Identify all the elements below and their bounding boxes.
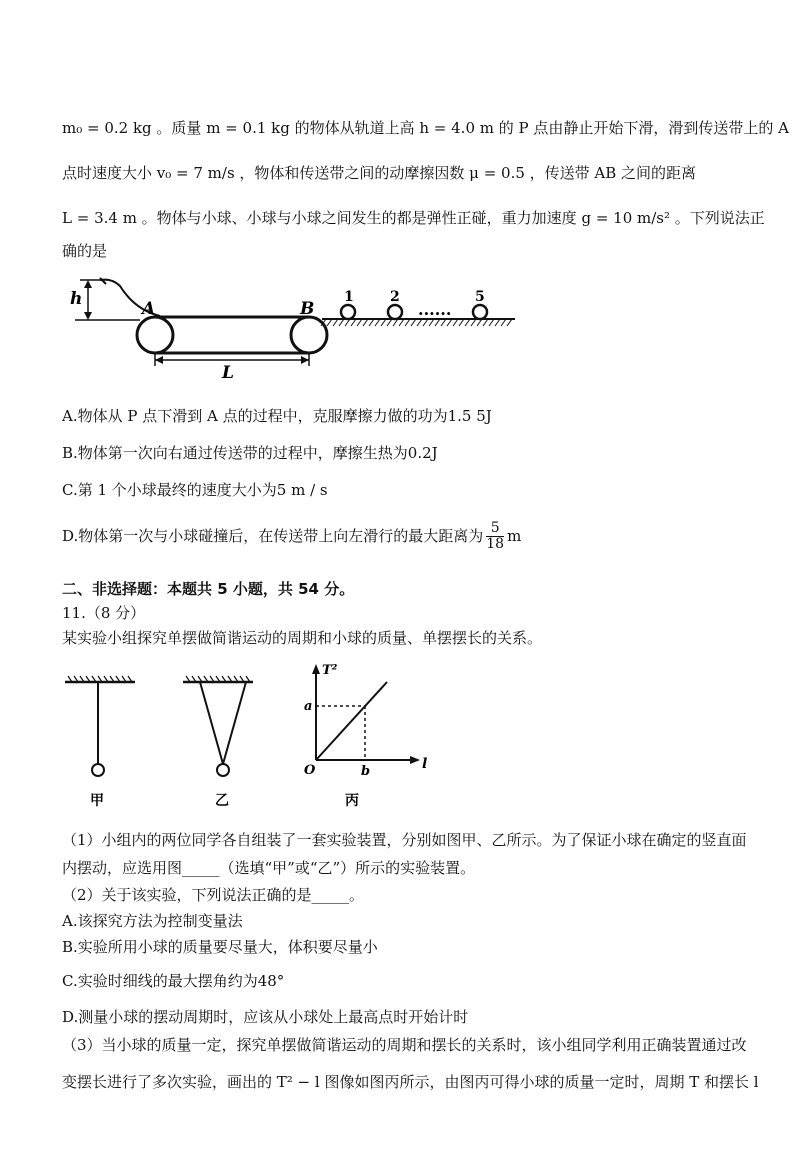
x-axis-arrow [410,756,420,764]
axis-x-label: l [422,756,428,772]
part2-option-c: C.实验时细线的最大摆角约为48° [62,972,285,990]
part1-line-2: 内摆动，应选用图_____（选填“甲”或“乙”）所示的实验装置。 [62,859,476,877]
label-jia: 甲 [90,793,104,809]
label-l: L [222,363,234,383]
height-arrow-head-down [84,312,92,320]
fraction-denominator: 18 [486,536,505,553]
y-axis-arrow [312,664,320,674]
origin-label: O [304,763,316,778]
intro-line-1: m₀ = 0.2 kg 。质量 m = 0.1 kg 的物体从轨道上高 h = 4.0 m 的 P 点由静止开始下滑，滑到传送带上的 A [62,119,789,137]
intro-line-4: 确的是 [62,242,108,260]
height-arrow-head-up [84,280,92,288]
q10-option-d [62,521,521,553]
jia-ball [92,764,104,776]
pulley-a [137,317,173,353]
ball-1 [341,305,355,319]
fraction-numerator: 5 [486,521,504,537]
ball-2-label: 2 [390,289,400,305]
label-h: h [70,289,83,309]
yi-string-left [200,682,223,764]
ball-5 [473,305,487,319]
yi-ball [217,764,229,776]
part2-stem: （2）关于该实验，下列说法正确的是_____。 [62,886,365,904]
conveyor-figure [60,268,520,383]
part2-option-b: B.实验所用小球的质量要尽量大，体积要尽量小 [62,938,378,956]
axis-y-label: T² [322,663,338,678]
yi-string-right [223,682,246,764]
part2-option-a: A.该探究方法为控制变量法 [62,912,243,930]
label-a: A [142,299,156,319]
label-bing: 丙 [345,793,359,809]
tick-a-label: a [304,699,313,714]
part1-line-1: （1）小组内的两位同学各自组装了一套实验装置，分别如图甲、乙所示。为了保证小球在确定的竖直面 [62,831,747,849]
part3-line-1: （3）当小球的质量一定，探究单摆做简谐运动的周期和摆长的关系时，该小组同学利用正确装置通过改 [62,1036,747,1054]
label-b: B [300,299,315,319]
section-heading: 二、非选择题：本题共 5 小题，共 54 分。 [62,580,355,598]
pulley-b [291,317,327,353]
ball-1-label: 1 [344,289,354,305]
question-number: 11.（8 分） [62,604,146,622]
tick-b-label: b [361,764,371,779]
intro-line-2: 点时速度大小 v₀ = 7 m/s ，物体和传送带之间的动摩擦因数 μ = 0.5 ，传送带 AB 之间的距离 [62,164,697,182]
part3-line-2: 变摆长进行了多次实验，画出的 T² − l 图像如图丙所示，由图丙可得小球的质量一定时，周期 T 和摆长 l [62,1073,759,1091]
q10-option-c: C.第 1 个小球最终的速度大小为5 m / s [62,481,328,499]
question-stem: 某实验小组探究单摆做简谐运动的周期和小球的质量、单摆摆长的关系。 [62,629,543,647]
l-arrow-left [155,356,163,364]
ball-dots: ...... [418,300,452,319]
q10-option-d-text: D.物体第一次与小球碰撞后，在传送带上向左滑行的最大距离为 [62,526,484,545]
graph-line [316,682,387,760]
fraction [486,521,504,553]
q10-option-d-unit: m [507,526,522,545]
part2-option-d: D.测量小球的摆动周期时，应该从小球处上最高点时开始计时 [62,1008,469,1026]
intro-line-3: L = 3.4 m 。物体与小球、小球与小球之间发生的都是弹性正碰，重力加速度 g = 10 m/s² 。下列说法正 [62,209,765,227]
ball-2 [388,305,402,319]
l-arrow-right [301,356,309,364]
q10-option-b: B.物体第一次向右通过传送带的过程中，摩擦生热为0.2J [62,444,438,462]
pendulum-figure [60,660,440,815]
q10-option-a: A.物体从 P 点下滑到 A 点的过程中，克服摩擦力做的功为1.5 5J [62,407,492,425]
label-yi: 乙 [215,793,229,809]
ball-5-label: 5 [475,289,485,305]
